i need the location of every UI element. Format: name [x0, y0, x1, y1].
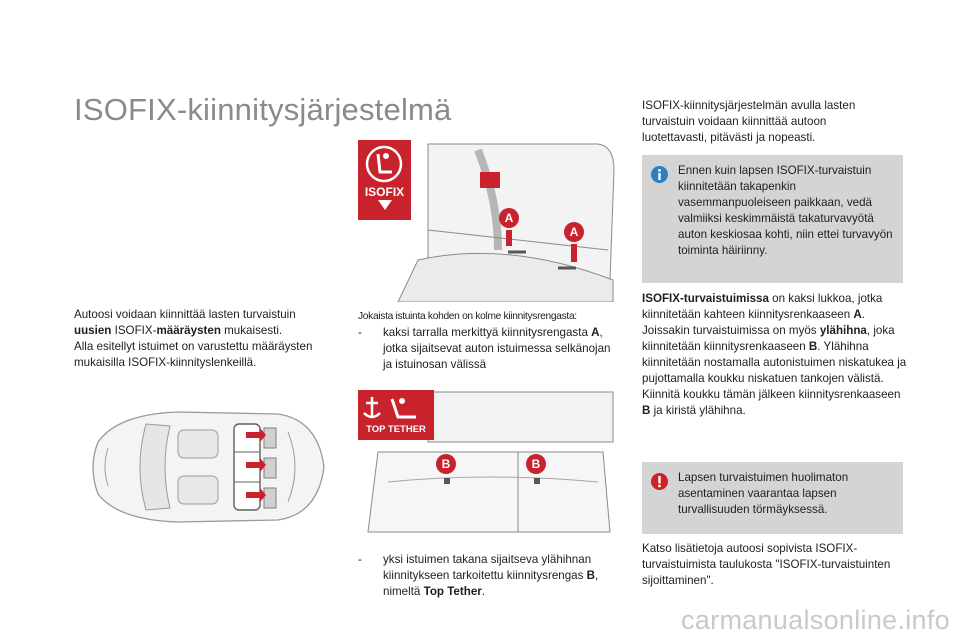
warning-note: Lapsen turvaistuimen huolimaton asentaminen vaarantaa lapsen turvallisuuden törmäyksessä. — [642, 462, 903, 534]
bullet-isofix-rings: - kaksi tarralla merkittyä kiinnitysrengasta A, jotka sijaitsevat auton istuimessa selkänojan ja istuinosan välissä — [358, 326, 611, 371]
info-note: Ennen kuin lapsen ISOFIX-turvaistuin kiinnitetään takapenkin vasemmanpuoleiseen paikkaan, vedä valmiiksi keskimmäistä takaturvavyötä auton keskiosaa kohti, niin ettei turvavyön toiminta häiriinny. — [642, 155, 903, 283]
top-tether-illustration — [358, 382, 618, 544]
ring-label-b-1: B — [436, 454, 456, 474]
isofix-anchor-illustration — [358, 140, 618, 302]
down-arrow-icon — [378, 200, 392, 210]
isofix-seat-description: ISOFIX-turvaistuimissa on kaksi lukkoa, jotka kiinnitetään kahteen kiinnitysrenkaaseen A. Joissakin turvaistuimissa on myös ylähihna, joka kiinnitetään kiinnitysrenkaaseen B. Ylähihna kiinnitetään nostamalla autonistuimen niskatukea ja pujottamalla koukku niskatuen tankojen välistä. Kiinnitä koukku tämän jälkeen kiinnitysrenkaaseen B ja kiristä ylähihna. — [642, 292, 907, 417]
ring-arrow-a-1 — [506, 230, 512, 246]
ring-label-a-1: A — [499, 208, 519, 228]
page-title: ISOFIX-kiinnitysjärjestelmä — [74, 92, 452, 127]
watermark: carmanualsonline.info — [681, 605, 950, 635]
warning-icon — [651, 473, 668, 490]
ring-label-a-2: A — [564, 222, 584, 242]
belt-arrow-icon — [480, 172, 500, 188]
child-seat-icon — [358, 142, 411, 186]
anchor-seat-icon — [358, 393, 434, 423]
anchor-caption: Jokaista istuinta kohden on kolme kiinnitysrengasta: — [358, 311, 577, 322]
ring-label-b-2: B — [526, 454, 546, 474]
bullet-top-tether: - yksi istuimen takana sijaitseva ylähihnan kiinnitykseen tarkoitettu kiinnitysrengas B, nimeltä Top Tether. — [358, 553, 599, 598]
isofix-badge: ISOFIX — [358, 140, 411, 220]
see-also-text: Katso lisätietoja autoosi sopivista ISOFIX-turvaistuimista taulukosta "ISOFIX-turvaistuinten sijoittaminen". — [642, 542, 891, 587]
car-top-view-illustration — [78, 402, 332, 532]
info-icon — [651, 166, 668, 183]
ring-arrow-a-2 — [571, 244, 577, 262]
right-intro-text: ISOFIX-kiinnitysjärjestelmän avulla lasten turvaistuin voidaan kiinnittää autoon luotettavasti, pitävästi ja nopeasti. — [642, 99, 856, 144]
top-tether-badge: TOP TETHER — [358, 390, 434, 440]
left-intro-text: Autoosi voidaan kiinnittää lasten turvaistuin uusien ISOFIX-määräysten mukaisesti. Alla esitellyt istuimet on varustettu määräysten mukaisilla ISOFIX-kiinnityslenkeillä. — [74, 308, 313, 369]
